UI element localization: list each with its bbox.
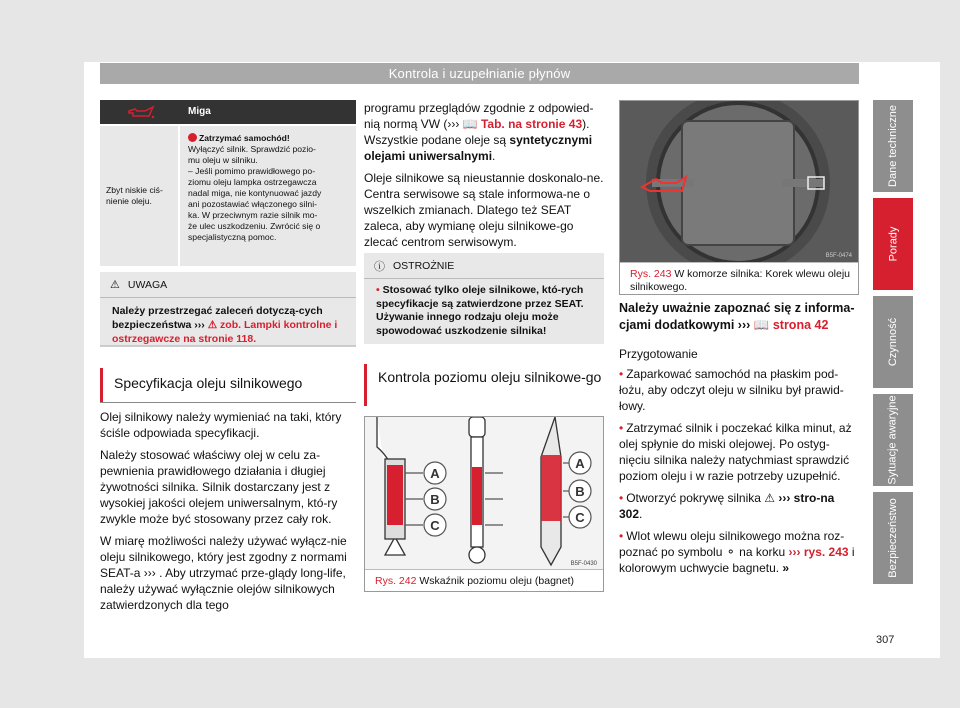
text: ). Wszystkie podane oleje są <box>364 117 590 147</box>
dipstick-image <box>365 417 603 570</box>
step-text: i kolorowym uchwycie bagnetu. <box>619 545 855 575</box>
action-line: że ulec uszkodzeniu. Zwrócić się o <box>188 221 321 231</box>
table-link[interactable]: Tab. na stronie 43 <box>480 117 583 131</box>
page-header: Kontrola i uzupełnianie płynów <box>100 63 859 84</box>
action-line: ka. W przeciwnym razie silnik mo- <box>188 210 318 220</box>
caution-box: ⓘ OSTROŻNIE • Stosować tylko oleje silnikowe, któ-rych specyfikacje są zatwierdzone przez SEAT. Używanie innego rodzaju oleju może spowodować uszkodzenie silnika! <box>364 253 604 344</box>
figure-number: Rys. 243 <box>630 268 672 280</box>
level-label: A <box>575 456 585 471</box>
col2-body: programu przeglądów zgodnie z odpowied-nią normą VW (››› 📖 Tab. na stronie 43). Wszystkie podane oleje są syntetycznymi olejami uniwersalnymi. Oleje silnikowe są nieustannie doskonalo-ne. Centra serwisowe są stale informowa-ne o wszelkich zmianach. Dlatego też SEAT zaleca, aby wymianę oleju silnikowe-go zlecać centrom serwisowym. <box>364 101 604 249</box>
col1-body <box>100 409 356 619</box>
figure-oil-cap <box>619 100 859 295</box>
text: programu przeglądów zgodnie z odpowied-nią normą VW (››› <box>364 101 594 131</box>
action-line: nadal miga, nie kontynuować jazdy <box>188 188 322 198</box>
table-row <box>100 126 356 266</box>
tab-dane-techniczne[interactable]: Dane techniczne <box>873 100 913 192</box>
level-label: B <box>575 484 585 499</box>
section-title: Kontrola poziomu oleju silnikowe-go <box>378 369 602 385</box>
book-icon: 📖 <box>462 117 478 131</box>
figure-dipstick <box>364 416 604 592</box>
divider <box>100 402 356 403</box>
warning-triangle-icon: ⚠ <box>207 319 218 331</box>
oil-pressure-table <box>100 100 356 266</box>
step-text: Otworzyć pokrywę silnika <box>626 491 761 505</box>
warning-box: ⚠ UWAGA Należy przestrzegać zaleceń dotyczą-cych bezpieczeństwa ››› ⚠ zob. Lampki kontrolne i ostrzegawcze na stronie 118. <box>100 272 356 347</box>
action-line: specjalistyczną pomoc. <box>188 232 277 242</box>
step-text: na korku <box>739 545 786 559</box>
intro-text: Należy uważnie zapoznać się z informa-cjami dodatkowymi ››› <box>619 301 855 332</box>
step-text: Wlot wlewu oleju silnikowego można roz-poznać po symbolu <box>619 529 845 559</box>
table-col-header: Miga <box>188 106 211 117</box>
figure-code: B5F-0430 <box>570 561 597 567</box>
table-header <box>100 100 356 124</box>
warning-triangle-icon: ⚠ <box>110 279 120 291</box>
caption-text: Wskaźnik poziomu oleju (bagnet) <box>419 575 575 587</box>
section-heading <box>100 368 356 402</box>
level-label: A <box>430 466 440 481</box>
figure-link[interactable]: ››› rys. 243 <box>788 545 849 559</box>
text-bold: syntetycznymi olejami uniwersalnymi <box>364 133 593 163</box>
col3-body: Należy uważnie zapoznać się z informa-cjami dodatkowymi ››› 📖 strona 42 Przygotowanie • Zaparkować samochód na płaskim pod-łożu, aby odczyt oleju w silniku był prawid-łowy. • Zatrzymać silnik i poczekać kilka minut, aż olej spłynie do miski olejowej. Po ostyg-nięciu silnika należy natychmiast sprawdzić poziom oleju i w razie potrzeby uzupełnić. • Otworzyć pokrywę silnika ⚠ ››› stro-na 302. • Wlot wlewu oleju silnikowego można roz-poznać po symbolu ⚬ na korku ››› rys. 243 i kolorowym uchwycie bagnetu. » <box>619 300 859 582</box>
action-title: Zatrzymać samochód! <box>199 133 290 143</box>
warning-title: UWAGA <box>127 278 168 291</box>
action-line: – Jeśli pomimo prawidłowego po- <box>188 166 316 176</box>
tab-czynnosc[interactable]: Czynność <box>873 296 913 388</box>
page-link[interactable]: strona 42 <box>772 318 829 332</box>
action-line: ziomu oleju lampka ostrzegawcza <box>188 177 317 187</box>
paragraph: Oleje silnikowe są nieustannie doskonalo-ne. Centra serwisowe są stale informowa-ne o wszelkich zmianach. Dlatego też SEAT zaleca, aby wymianę oleju silnikowe-go zlecać centrom serwisowym. <box>364 171 604 249</box>
section-title: Specyfikacja oleju silnikowego <box>114 375 303 391</box>
level-label: C <box>575 510 585 525</box>
tab-porady[interactable]: Porady <box>873 198 913 290</box>
step-text: Zatrzymać silnik i poczekać kilka minut, aż olej spłynie do miski olejowej. Po ostyg-nięciu silnika należy natychmiast sprawdzić poziom oleju i w razie potrzeby uzupełnić. <box>619 421 852 483</box>
paragraph: Olej silnikowy należy wymieniać na taki, który ściśle odpowiada specyfikacji. <box>100 410 342 440</box>
caption-text: W komorze silnika: Korek wlewu oleju silnikowego. <box>630 268 851 293</box>
caution-text: Stosować tylko oleje silnikowe, któ-rych specyfikacje są zatwierdzone przez SEAT. Używanie innego rodzaju oleju może spowodować uszkodzenie silnika! <box>376 284 584 337</box>
tab-sytuacje-awaryjne[interactable]: Sytuacje awaryjne <box>873 394 913 486</box>
paragraph: W miarę możliwości należy używać wyłącz-nie oleju silnikowego, który jest zgodny z normami SEAT-a ››› . Aby utrzymać prze-glądy long-life, należy używać wyłącznie olejów silnikowych zatwierdzonych dla tego <box>100 534 347 612</box>
page-link[interactable]: ››› stro-na 302 <box>619 491 835 521</box>
step-text: Zaparkować samochód na płaskim pod-łożu, aby odczyt oleju w silniku był prawid-łowy. <box>619 367 844 413</box>
warning-link[interactable]: zob. Lampki kontrolne i ostrzegawcze na stronie 118. <box>112 319 338 345</box>
oil-cap-image <box>620 101 858 263</box>
level-label: C <box>430 518 440 533</box>
section-heading <box>364 364 604 406</box>
caution-title: OSTROŻNIE <box>393 259 455 272</box>
figure-caption <box>375 575 597 588</box>
warning-text: Należy przestrzegać zaleceń dotyczą-cych bezpieczeństwa <box>112 305 323 331</box>
info-icon: ⓘ <box>374 260 385 273</box>
action-line: mu oleju w silniku. <box>188 155 258 165</box>
paragraph: Należy stosować właściwy olej w celu za-pewnienia prawidłowego działania i długiej żywotności silnika. Silnik dostarczany jest z wysokiej jakości olejem uniwersalnym, któ-ry zwykle może być stosowany przez cały rok. <box>100 448 338 526</box>
figure-number: Rys. 242 <box>375 575 417 587</box>
page-number: 307 <box>876 634 895 646</box>
action-line: ani pozostawiać włączonego silni- <box>188 199 317 209</box>
oil-can-icon: ⚬ <box>725 545 736 559</box>
continue-arrow-icon: » <box>782 561 790 575</box>
table-cell-condition: Zbyt niskie ciś-nienie oleju. <box>100 126 180 266</box>
figure-code: B5F-0474 <box>825 253 852 259</box>
table-cell-action <box>180 126 356 266</box>
stop-icon <box>188 133 197 142</box>
subheading: Przygotowanie <box>619 347 698 361</box>
action-line: Wyłączyć silnik. Sprawdzić pozio- <box>188 144 316 154</box>
level-label: B <box>430 492 440 507</box>
figure-caption <box>630 268 852 294</box>
oil-can-icon <box>100 100 182 124</box>
book-icon: 📖 <box>753 318 770 332</box>
warning-triangle-icon: ⚠ <box>764 491 776 505</box>
tab-bezpieczenstwo[interactable]: Bezpieczeństwo <box>873 492 913 584</box>
